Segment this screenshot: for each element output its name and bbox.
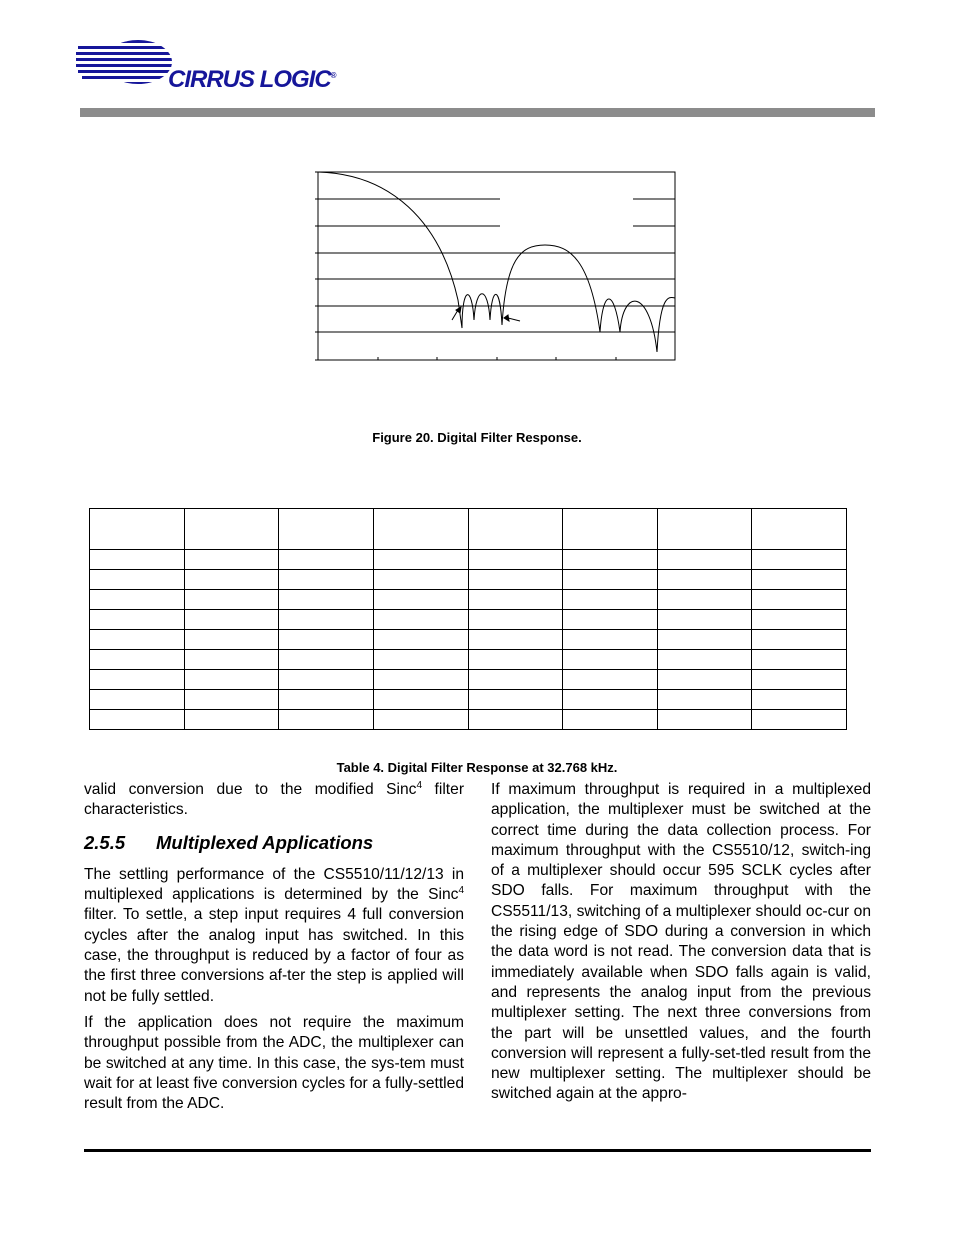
superscript: 4 xyxy=(416,779,423,791)
table-row xyxy=(90,610,847,630)
cirrus-logic-logo xyxy=(76,36,336,96)
table-row xyxy=(90,670,847,690)
logo-wordmark xyxy=(168,66,336,94)
logo-text: CIRRUS LOGIC xyxy=(168,66,331,93)
gridlines xyxy=(318,199,675,332)
text: filter. To settle, a step input requires 4 full conversion cycles after the analog input has switched. In this case, the throughput is reduced by a factor of four as the first three conversions af-ter the step is applied will not be fully settled. xyxy=(84,906,464,1005)
text: valid conversion due to the modified Sinc xyxy=(84,781,417,798)
text: The settling performance of the CS5510/11/12/13 in multiplexed applications is determined by the Sinc xyxy=(84,865,464,904)
section-heading xyxy=(84,833,464,853)
table-header-cell xyxy=(752,509,847,550)
superscript: 4 xyxy=(458,885,464,896)
header-rule xyxy=(80,108,875,117)
table-header-cell xyxy=(468,509,563,550)
table-header-cell xyxy=(90,509,185,550)
table-header-cell xyxy=(563,509,658,550)
table-row xyxy=(90,650,847,670)
paragraph: If maximum throughput is required in a multiplexed application, the multiplexer must be switched at the correct time during the data collection process. For maximum throughput with the CS5510/12, switch-ing of a multiplexer should occur 595 SCLK cycles after SDO falls. For maximum throughput with the CS5511/13, switching of a multiplexer should oc-cur on the rising edge of SDO during a conversion in which the data word is not read. The conversion data that is immediately available when SDO falls again is valid, and represents the analog input from the previous multiplexer setting. The next three conversions from the part will be unsettled values, and the fourth conversion will represent a fully-set-tled result from the new multiplexer setting. The multiplexer should be switched again at the appro- xyxy=(491,781,871,1103)
filter-response-table xyxy=(89,508,847,730)
table-header-cell xyxy=(184,509,279,550)
left-column xyxy=(84,780,464,1120)
table-header-row xyxy=(90,509,847,550)
paragraph xyxy=(84,865,464,1007)
registered-mark: ® xyxy=(330,71,336,80)
table-caption: Table 4. Digital Filter Response at 32.768 kHz. xyxy=(336,760,618,775)
section-number: 2.5.5 xyxy=(84,831,126,853)
paragraph: If the application does not require the maximum throughput possible from the ADC, the multiplexer can be switched at any time. In this case, the sys-tem must wait for at least five conversion cycles for a fully-settled result from the ADC. xyxy=(84,1013,464,1113)
table-row xyxy=(90,550,847,570)
table-header-cell xyxy=(373,509,468,550)
paragraph xyxy=(84,780,464,821)
table-row xyxy=(90,710,847,730)
logo-globe-icon xyxy=(76,38,176,88)
table-header-cell xyxy=(279,509,374,550)
digital-filter-response-plot xyxy=(300,160,700,370)
table-row xyxy=(90,690,847,710)
text: filter characteristics. xyxy=(84,781,465,819)
figure-caption: Figure 20. Digital Filter Response. xyxy=(372,430,582,445)
right-column xyxy=(491,780,871,1111)
footer-rule xyxy=(84,1149,871,1152)
table-row xyxy=(90,590,847,610)
table-header-cell xyxy=(657,509,752,550)
table-row xyxy=(90,570,847,590)
table-row xyxy=(90,630,847,650)
section-title: Multiplexed Applications xyxy=(156,831,374,853)
